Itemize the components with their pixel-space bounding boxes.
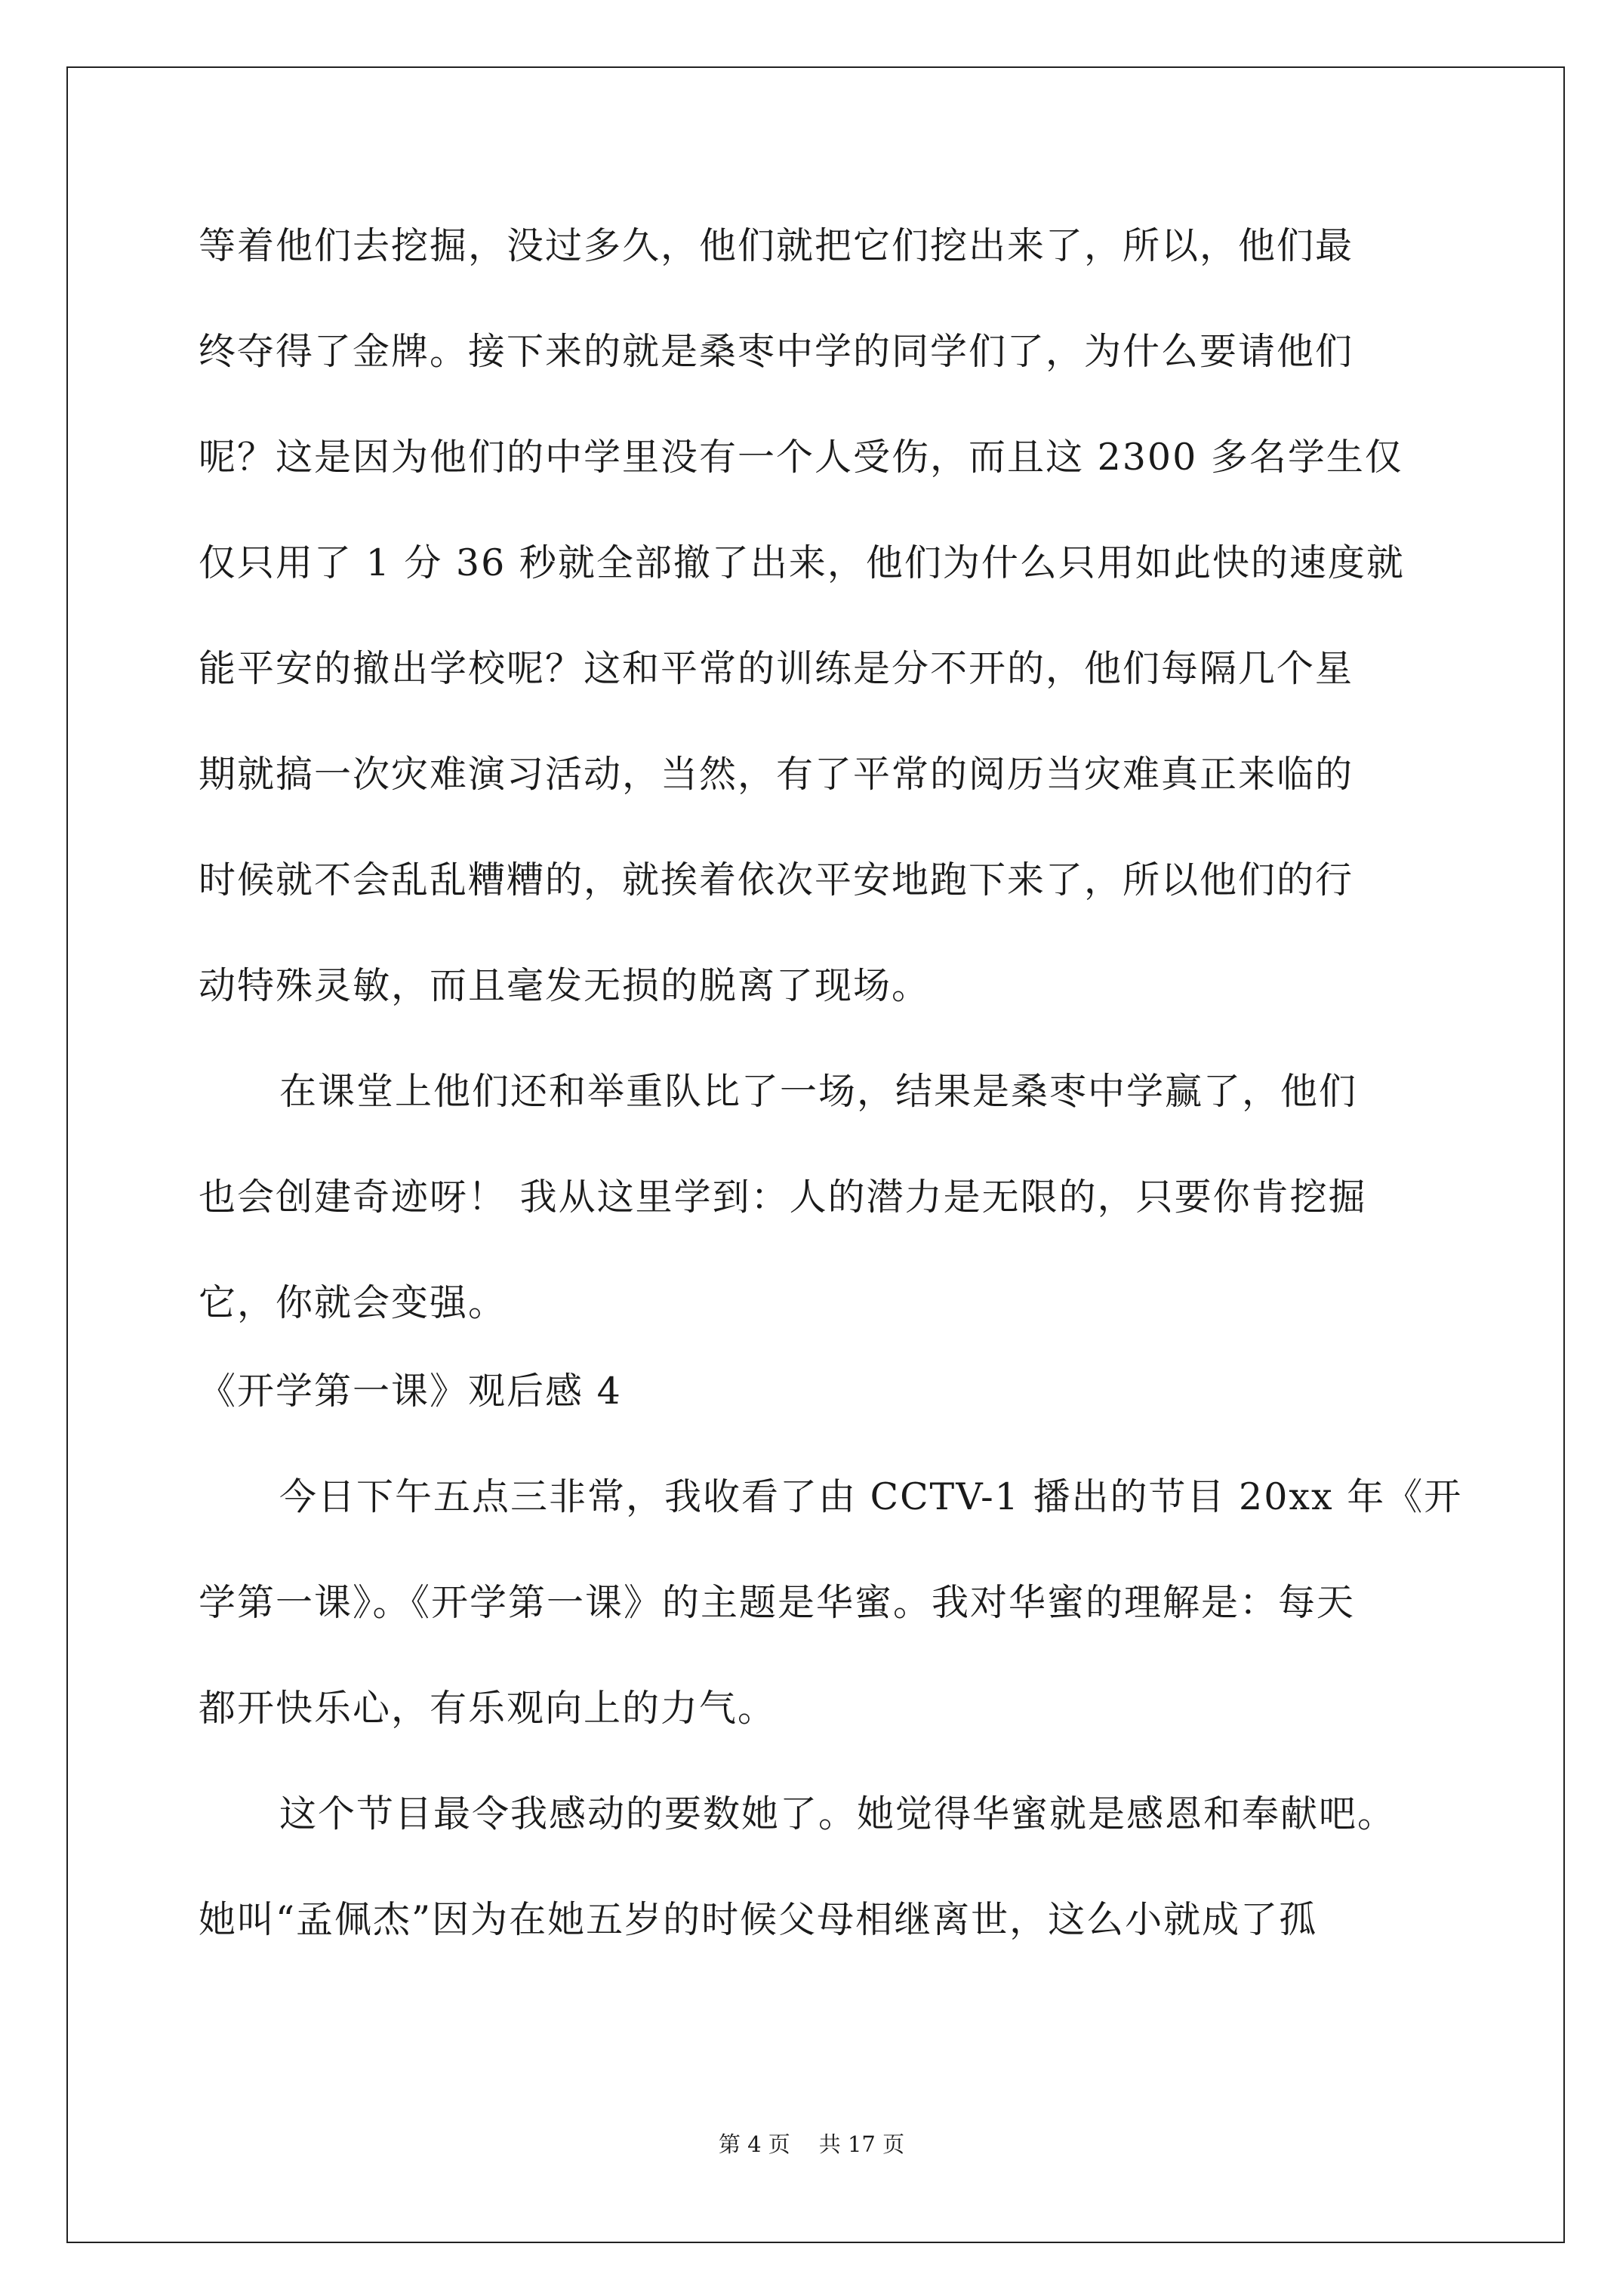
text-line: 时候就不会乱乱糟糟的，就挨着依次平安地跑下来了，所以他们的行	[199, 858, 1354, 901]
text-line: 也会创建奇迹呀！ 我从这里学到：人的潜力是无限的，只要你肯挖掘	[199, 1176, 1367, 1219]
text-line: 这个节目最令我感动的要数她了。她觉得华蜜就是感恩和奉献吧。	[279, 1792, 1397, 1835]
page-number: 第 4 页	[718, 2131, 790, 2157]
text-line: 呢？这是因为他们的中学里没有一个人受伤，而且这 2300 多名学生仅	[199, 436, 1403, 479]
text-line: 学第一课》。《开学第一课》的主题是华蜜。我对华蜜的理解是：每天	[199, 1581, 1356, 1624]
text-line: 她叫“孟佩杰”因为在她五岁的时候父母相继离世，这么小就成了孤	[199, 1898, 1318, 1941]
page-total: 共 17 页	[818, 2131, 905, 2157]
text-line: 终夺得了金牌。接下来的就是桑枣中学的同学们了，为什么要请他们	[199, 330, 1354, 373]
section-heading: 《开学第一课》观后感 4	[199, 1370, 622, 1413]
text-line: 今日下午五点三非常，我收看了由 CCTV-1 播出的节目 20xx 年《开	[279, 1475, 1463, 1518]
text-line: 期就搞一次灾难演习活动，当然，有了平常的阅历当灾难真正来临的	[199, 753, 1354, 796]
text-line: 动特殊灵敏，而且毫发无损的脱离了现场。	[199, 964, 931, 1007]
page-footer	[0, 2131, 1623, 2158]
text-line: 能平安的撤出学校呢？这和平常的训练是分不开的，他们每隔几个星	[199, 647, 1354, 690]
text-line: 它，你就会变强。	[199, 1281, 507, 1324]
text-line: 仅只用了 1 分 36 秒就全部撤了出来，他们为什么只用如此快的速度就	[199, 541, 1405, 584]
text-line: 等着他们去挖掘，没过多久，他们就把它们挖出来了，所以，他们最	[199, 224, 1354, 267]
text-line: 在课堂上他们还和举重队比了一场，结果是桑枣中学赢了，他们	[279, 1070, 1358, 1113]
text-line: 都开快乐心，有乐观向上的力气。	[199, 1687, 777, 1730]
